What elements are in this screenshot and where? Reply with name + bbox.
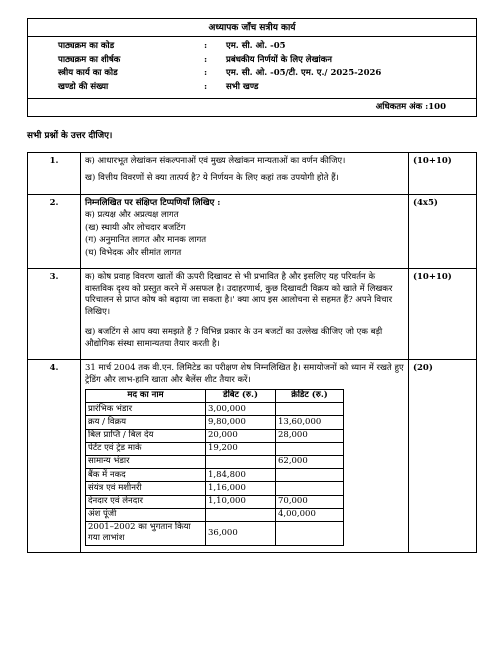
table-row [86,442,344,455]
assignment-header [27,18,477,99]
header-value: प्रबंधकीय निर्णयों के लिए लेखांकन [226,54,332,65]
column-header: क्रेडिट (रु.) [276,390,344,403]
table-cell: प्रारंभिक भंडार [86,403,206,416]
question-3 [28,269,477,360]
question-number: 1. [28,153,81,195]
table-cell: 62,000 [276,455,344,468]
table-cell [206,455,276,468]
table-cell: क्रय / विक्रय [86,416,206,429]
table-cell: सामान्य भंडार [86,455,206,468]
header-value: सभी खण्ड [226,81,259,92]
header-label: पाठ्यक्रम का शीर्षक [58,54,121,65]
questions-table [27,152,477,553]
table-row [86,469,344,482]
table-cell: 2001–2002 का भुगतान किया गया लाभांश [86,521,206,545]
question-part-a: क) आधारभूत लेखांकन संकल्पनाओं एवं मुख्य लेखांकन मान्यताओं का वर्णन कीजिए। [85,156,346,167]
list-item: (घ) विभेदक और सीमांत लागत [85,247,182,258]
table-cell [276,469,344,482]
header-title: अध्यापक जाँच सत्रीय कार्य [28,19,476,37]
table-row [86,416,344,429]
question-body [81,194,409,268]
table-cell [276,403,344,416]
table-cell: संयंत्र एवं मशीनरी [86,482,206,495]
table-cell: अंश पूंजी [86,508,206,521]
header-row-assignment-code [28,67,476,81]
table-cell: 1,16,000 [206,482,276,495]
table-row [86,508,344,521]
table-cell: 28,000 [276,429,344,442]
trial-balance-table [85,389,344,546]
question-marks: (10+10) [409,153,477,195]
list-item: क) प्रत्यक्ष और अप्रत्यक्ष लागत [85,210,179,221]
table-cell: 9,80,000 [206,416,276,429]
question-number: 2. [28,194,81,268]
header-value: एम. सी. ओ. -05 [226,41,286,52]
table-cell: 1,10,000 [206,495,276,508]
header-separator: : [204,54,208,65]
column-header: मद का नाम [86,390,206,403]
header-details [28,37,476,98]
question-heading: निम्नलिखित पर संक्षिप्त टिप्पणियाँ लिखिए : [85,197,221,208]
table-row [86,429,344,442]
table-cell: बिल प्राप्ति / बिल देय [86,429,206,442]
question-part-a: क) कोष प्रवाह विवरण खातों की ऊपरी दिखावट से भी प्रभावित है और इसलिए यह परिवर्तन के वास्तविक दृश्य को प्रस्तुत करने में असफल है। उदाहरणार्थ, कुछ दिखावटी विक्रय को खाते में लिखकर परिचालन से प्राप्त कोष को बढ़ाया जा सकता है।' क्या आप इस आलोचना से सहमत हैं? अपने विचार लिखिए। [85,272,393,317]
question-body [81,360,409,553]
max-marks: अधिकतम अंक :100 [27,99,477,117]
table-cell: 3,00,000 [206,403,276,416]
question-number: 4. [28,360,81,553]
question-part-b: ख) बजटिंग से आप क्या समझते हैं ? विभिन्न प्रकार के उन बजटों का उल्लेख कीजिए जो एक बड़ी औद्योगिक संस्था सामान्यतया तैयार करती है। [85,327,383,349]
column-header: डेबिट (रु.) [206,390,276,403]
table-row [86,455,344,468]
table-header-row [86,390,344,403]
table-cell: पेटेंट एवं ट्रेड मार्क [86,442,206,455]
table-cell: 13,60,000 [276,416,344,429]
list-item: (ख) स्थायी और लोचदार बजटिंग [85,222,186,233]
table-cell [276,442,344,455]
table-cell: 20,000 [206,429,276,442]
instruction: सभी प्रश्नों के उत्तर दीजिए। [27,131,113,142]
question-part-b: ख) वित्तीय विवरणों से क्या तात्पर्य है? ये निर्णयन के लिए कहां तक उपयोगी होते हैं। [85,173,339,184]
table-cell [276,482,344,495]
header-separator: : [204,41,208,52]
header-separator: : [204,81,208,92]
header-row-course-code [28,40,476,54]
header-row-course-title [28,54,476,68]
header-label: खण्डो की संख्या [58,81,109,92]
header-value: एम. सी. ओ. -05/टी. एम. ए./ 2025-2026 [226,68,382,79]
table-cell: 70,000 [276,495,344,508]
table-row [86,403,344,416]
header-label: स्त्रीय कार्य का कोड [58,68,118,79]
table-row [86,482,344,495]
table-cell: 1,84,800 [206,469,276,482]
table-row [86,495,344,508]
question-marks: (20) [409,360,477,553]
question-body [81,269,409,360]
question-body [81,153,409,195]
list-item: (ग) अनुमानित लागत और मानक लागत [85,235,207,246]
header-separator: : [204,68,208,79]
table-row [86,521,344,545]
table-cell: 4,00,000 [276,508,344,521]
table-cell: देनदार एवं लेनदार [86,495,206,508]
question-text: 31 मार्च 2004 तक वी.एन. लिमिटेड का परीक्षण शेष निम्नलिखित है। समायोजनों को ध्यान में रखते हुए ट्रेडिंग और लाभ-हानि खाता और बैलेंस शीट तैयार करें। [85,363,404,385]
table-cell: बैंक में नकद [86,469,206,482]
header-label: पाठ्यक्रम का कोड [58,41,115,52]
header-row-blocks [28,81,476,95]
table-cell [206,508,276,521]
question-2 [28,194,477,268]
table-cell: 19,200 [206,442,276,455]
question-number: 3. [28,269,81,360]
table-cell [276,521,344,545]
question-marks: (4x5) [409,194,477,268]
question-marks: (10+10) [409,269,477,360]
question-1 [28,153,477,195]
table-cell: 36,000 [206,521,276,545]
assignment-page [27,18,477,553]
question-4 [28,360,477,553]
